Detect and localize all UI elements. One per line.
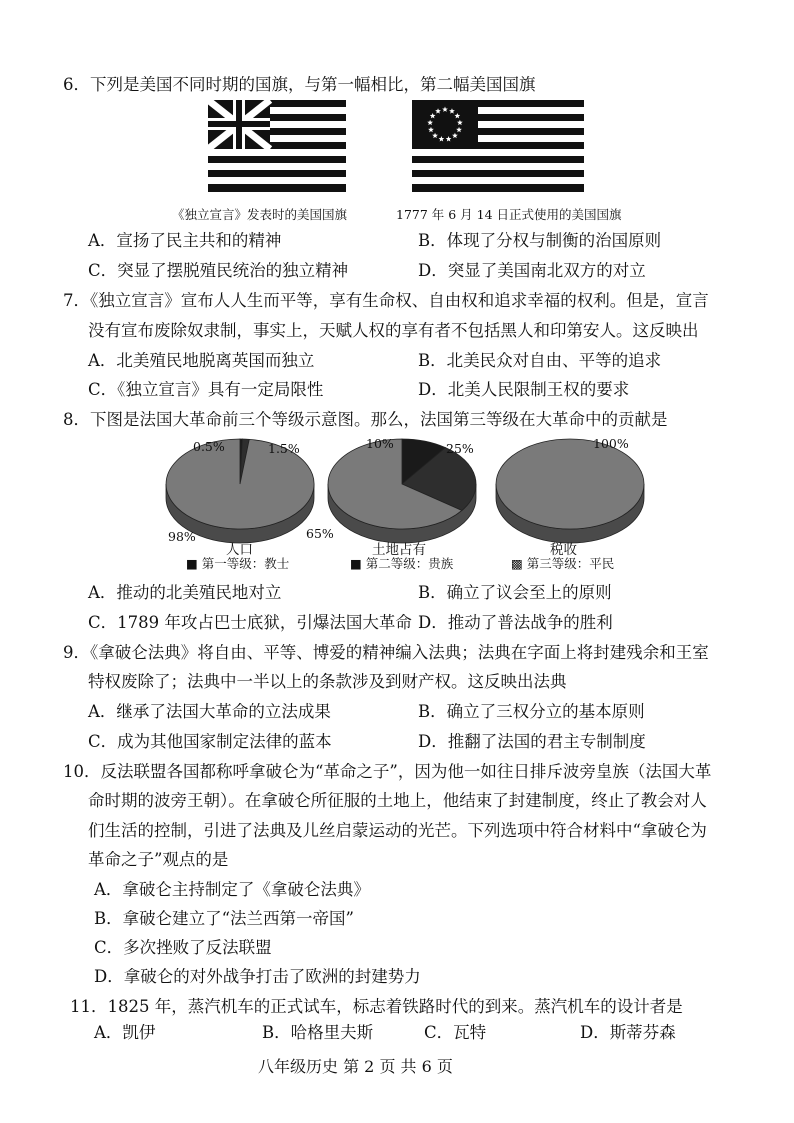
q11-option-b[interactable]: B．哈格里夫斯 [262, 1023, 374, 1042]
pie1-title: 人口 [226, 542, 253, 558]
pie1-label-third: 98% [168, 529, 196, 544]
grand-union-flag-image [208, 100, 346, 192]
q7-stem-line1: 7．《独立宣言》宣布人人生而平等，享有生命权、自由权和追求幸福的权利。但是，宣言 [63, 291, 709, 310]
q10-option-c[interactable]: C．多次挫败了反法联盟 [94, 938, 272, 957]
q6-stem: 6．下列是美国不同时期的国旗，与第一幅相比，第二幅美国国旗 [63, 75, 536, 94]
q7-option-c[interactable]: C．《独立宣言》具有一定局限性 [88, 380, 324, 399]
legend-first-estate: ■ 第一等级：教士 [186, 556, 290, 571]
q9-option-a[interactable]: A．继承了法国大革命的立法成果 [88, 702, 331, 721]
q9-option-d[interactable]: D．推翻了法国的君主专制制度 [418, 732, 646, 751]
pie1-label-first: 0.5% [193, 439, 225, 454]
pie1-label-second: 1.5% [268, 441, 300, 456]
q6-option-b[interactable]: B．体现了分权与制衡的治国原则 [418, 231, 662, 250]
q8-stem: 8．下图是法国大革命前三个等级示意图。那么，法国第三等级在大革命中的贡献是 [63, 410, 668, 429]
q9-option-b[interactable]: B．确立了三权分立的基本原则 [418, 702, 645, 721]
q8-option-d[interactable]: D．推动了普法战争的胜利 [418, 613, 613, 632]
q11-option-c[interactable]: C．瓦特 [424, 1023, 487, 1042]
pie3-slice [496, 439, 644, 529]
q6-option-d[interactable]: D．突显了美国南北双方的对立 [418, 261, 646, 280]
estates-pie-charts [160, 432, 650, 552]
legend-second-estate: ■ 第二等级：贵族 [350, 556, 454, 571]
q9-option-c[interactable]: C．成为其他国家制定法律的蓝本 [88, 732, 332, 751]
q6-option-c[interactable]: C．突显了摆脱殖民统治的独立精神 [88, 261, 349, 280]
pie3-label-third: 100% [593, 436, 629, 451]
q10-stem-line2: 命时期的波旁王朝）。在拿破仑所征服的土地上，他结束了封建制度，终止了教会对人 [88, 791, 707, 810]
q11-option-d[interactable]: D．斯蒂芬森 [580, 1023, 676, 1042]
q8-option-b[interactable]: B．确立了议会至上的原则 [418, 583, 612, 602]
pie3-title: 税收 [550, 542, 577, 558]
pie2-title: 土地占有 [372, 542, 426, 558]
q11-stem: 11．1825 年，蒸汽机车的正式试车，标志着铁路时代的到来。蒸汽机车的设计者是 [70, 997, 683, 1016]
q7-option-d[interactable]: D．北美人民限制王权的要求 [418, 380, 630, 399]
q6-option-a[interactable]: A．宣扬了民主共和的精神 [88, 231, 282, 250]
q10-stem-line4: 革命之子”观点的是 [88, 850, 229, 869]
q10-option-d[interactable]: D．拿破仑的对外战争打击了欧洲的封建势力 [94, 967, 421, 986]
page-footer: 八年级历史 第 2 页 共 6 页 [258, 1057, 453, 1076]
betsy-ross-flag-image [412, 100, 584, 192]
q9-stem-line1: 9．《拿破仑法典》将自由、平等、博爱的精神编入法典；法典在字面上将封建残余和王室 [63, 643, 709, 662]
pie2-label-second: 25% [446, 441, 474, 456]
q11-option-a[interactable]: A．凯伊 [94, 1023, 156, 1042]
q10-stem-line3: 们生活的控制，引进了法典及儿丝启蒙运动的光芒。下列选项中符合材料中“拿破仑为 [88, 821, 707, 840]
flag-caption-right: 1777 年 6 月 14 日正式使用的美国国旗 [396, 207, 622, 222]
flag-caption-left: 《独立宣言》发表时的美国国旗 [172, 207, 348, 222]
q7-option-b[interactable]: B．北美民众对自由、平等的追求 [418, 351, 662, 370]
pie2-label-third: 65% [306, 526, 334, 541]
q10-option-a[interactable]: A．拿破仑主持制定了《拿破仑法典》 [94, 880, 370, 899]
q8-option-c[interactable]: C．1789 年攻占巴士底狱，引爆法国大革命 [88, 613, 412, 632]
q10-option-b[interactable]: B．拿破仑建立了“法兰西第一帝国” [94, 909, 354, 928]
q10-stem-line1: 10．反法联盟各国都称呼拿破仑为“革命之子”，因为他一如往日排斥波旁皇族（法国大革 [63, 762, 712, 781]
legend-third-estate: ▩ 第三等级：平民 [511, 556, 615, 571]
pie2-label-first: 10% [366, 436, 394, 451]
q7-option-a[interactable]: A．北美殖民地脱离英国而独立 [88, 351, 315, 370]
q9-stem-line2: 特权废除了；法典中一半以上的条款涉及到财产权。这反映出法典 [88, 672, 567, 691]
q7-stem-line2: 没有宣布废除奴隶制，事实上，天赋人权的享有者不包括黑人和印第安人。这反映出 [88, 321, 699, 340]
q8-option-a[interactable]: A．推动的北美殖民地对立 [88, 583, 282, 602]
